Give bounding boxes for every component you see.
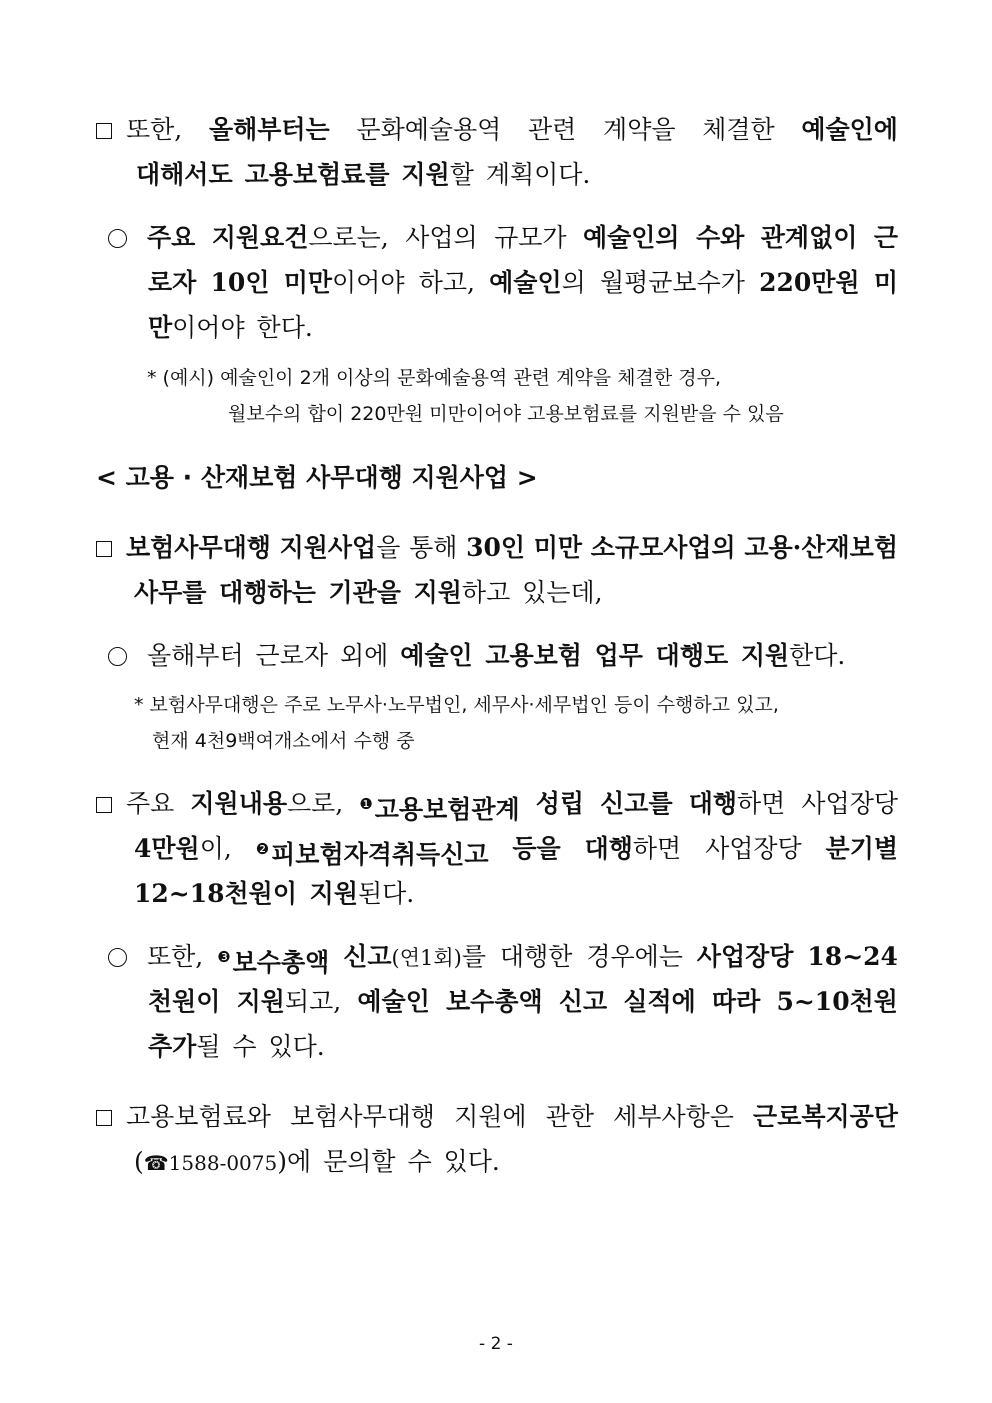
page-number: - 2 - (479, 1334, 513, 1354)
paragraph-3-line-1: 보험사무대행 지원사업을 통해 30인 미만 소규모사업의 고용·산재보험 (96, 532, 898, 564)
circle-bullet-icon (108, 640, 147, 672)
paragraph-5-line-1-start: 주요 (96, 788, 174, 826)
paragraph-5-line-2-start: 4만원이, (134, 834, 232, 863)
paragraph-5-line-1-term: 지원내용으로, (190, 789, 344, 818)
paragraph-4-line-1: 올해부터 근로자 외에 예술인 고용보험 업무 대행도 지원한다. (108, 640, 845, 672)
number-2-icon: ❷ (255, 840, 270, 858)
paragraph-1-line-1-start: 또한, (96, 114, 182, 146)
paragraph-1-line-1: 또한, 올해부터는 문화예술용역 관련 계약을 체결한 예술인에 (96, 114, 898, 146)
phone-number: ☎1588-0075 (143, 1151, 278, 1175)
number-3-icon: ❸ (217, 948, 231, 966)
square-bullet-icon (96, 114, 126, 146)
paragraph-2-line-2-artist: 예술인의 (489, 268, 586, 297)
paragraph-2-line-2: 로자 10인 미만이어야 하고, 예술인의 월평균보수가 220만원 미 (148, 268, 898, 297)
note-1-line-2: 월보수의 합이 220만원 미만이어야 고용보험료를 지원받을 수 있음 (228, 403, 784, 425)
paragraph-3-line-2: 사무를 대행하는 기관을 지원하고 있는데, (134, 578, 603, 607)
paragraph-1-line-2: 대해서도 고용보험료를 지원할 계획이다. (136, 160, 591, 189)
paragraph-5-line-2-action: 대행하면 (584, 834, 682, 863)
square-bullet-icon (96, 532, 126, 564)
note-2-line-1: * 보험사무대행은 주로 노무사·노무법인, 세무사·세무법인 등이 수행하고 있고, (134, 694, 779, 716)
paragraph-6-line-1-report: 신고(연1회)를 (343, 942, 486, 971)
circle-bullet-icon (108, 941, 147, 973)
paragraph-3-line-1-term: 지원사업을 (279, 533, 401, 562)
paragraph-5-line-1-item: $^❶$고용보험관계 (359, 795, 520, 824)
paragraph-6-line-2-term: 지원되고, (236, 987, 342, 1016)
paragraph-6-line-1-start: 또한, (108, 941, 203, 979)
paragraph-2-line-2-term: 미만이어야 (283, 268, 405, 297)
section-heading: < 고용 · 산재보험 사무대행 지원사업 > (96, 463, 538, 492)
paragraph-5-line-1: 주요 지원내용으로, $^❶$고용보험관계 성립 신고를 대행하면 사업장당 (96, 788, 898, 826)
paragraph-5-line-2: 4만원이, $^❷$피보험자격취득신고 등을 대행하면 사업장당 분기별 (134, 834, 898, 869)
paragraph-2-line-1-start: 주요 (108, 222, 195, 254)
number-1-icon: ❶ (359, 795, 373, 813)
square-bullet-icon (96, 1101, 126, 1133)
paragraph-7-line-1-start: 고용보험료와 (96, 1101, 271, 1133)
circle-bullet-icon (108, 222, 147, 254)
paragraph-7-line-1: 고용보험료와 보험사무대행 지원에 관한 세부사항은 근로복지공단 (96, 1101, 898, 1133)
note-1-line-1: * (예시) 예술인이 2개 이상의 문화예술용역 관련 계약을 체결한 경우, (147, 367, 722, 389)
paragraph-6-line-2: 천원이 지원되고, 예술인 보수총액 신고 실적에 따라 5~10천원 (148, 987, 898, 1016)
paragraph-5-line-1-action: 대행하면 (688, 789, 786, 818)
paragraph-5-line-2-item: $^❷$피보험자격취득신고 (255, 840, 489, 869)
paragraph-2-line-3: 만이어야 한다. (148, 313, 313, 342)
paragraph-6-line-1: 또한, $^❸$보수총액 신고(연1회)를 대행한 경우에는 사업장당 18~24 (108, 941, 898, 979)
paragraph-7-line-2: (☎1588-0075)에 문의할 수 있다. (134, 1147, 500, 1176)
paragraph-2-line-1: 주요 지원요건으로는, 사업의 규모가 예술인의 수와 관계없이 근 (108, 222, 898, 254)
paragraph-6-line-1-item: $^❸$보수총액 (217, 948, 330, 977)
paragraph-2-line-1-term: 지원요건으로는, (211, 223, 389, 252)
paragraph-6-line-3: 추가될 수 있다. (148, 1032, 325, 1061)
paragraph-5-line-3: 12~18천원이 지원된다. (134, 879, 415, 908)
square-bullet-icon (96, 788, 126, 820)
paragraph-3-line-1-start: 보험사무대행 (96, 532, 271, 564)
note-2-line-2: 현재 4천9백여개소에서 수행 중 (152, 730, 415, 752)
